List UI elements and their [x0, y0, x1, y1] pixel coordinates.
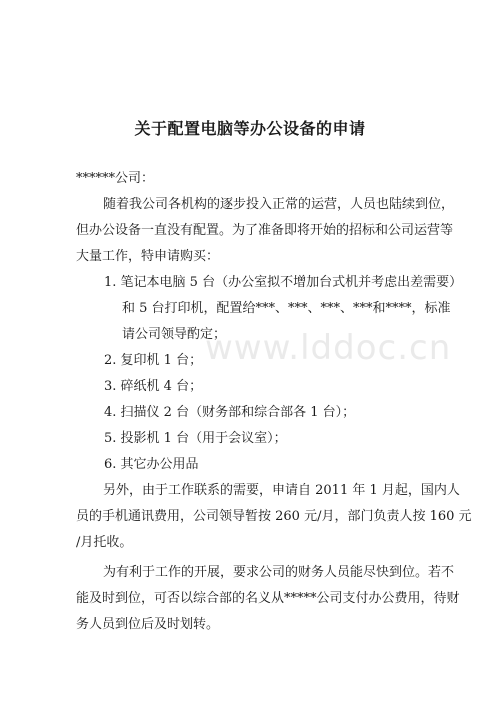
para3-line-3: 务人员到位后及时划转。 — [76, 617, 220, 632]
para2-line-1: 另外，由于工作联系的需要，申请自 2011 年 1 月起，国内人 — [103, 483, 460, 498]
list-item-4: 4. 扫描仪 2 台（财务部和综合部各 1 台）； — [104, 405, 356, 420]
list-item-1-line-1: 1. 笔记本电脑 5 台（办公室拟不增加台式机并考虑出差需要） — [104, 275, 463, 290]
list-item-5: 5. 投影机 1 台（用于会议室）； — [104, 431, 287, 446]
para3-line-1: 为有利于工作的开展，要求公司的财务人员能尽快到位。若不 — [103, 565, 455, 580]
salutation: ******公司： — [76, 171, 155, 186]
watermark: www.lddoc.cn — [205, 328, 452, 368]
para1-line-3: 大量工作，特申请购买： — [76, 249, 220, 264]
para1-line-2: 但办公设备一直没有配置。为了准备即将开始的招标和公司运营等 — [76, 223, 454, 238]
list-item-1-line-2: 和 5 台打印机，配置给***、***、***、***和****，标准 — [122, 301, 451, 316]
list-item-6: 6. 其它办公用品 — [104, 457, 199, 472]
document-title: 关于配置电脑等办公设备的申请 — [134, 119, 366, 138]
para1-line-1: 随着我公司各机构的逐步投入正常的运营，人员也陆续到位， — [103, 197, 455, 212]
list-item-1-line-3: 请公司领导酌定； — [122, 327, 227, 342]
para2-line-3: /月托收。 — [76, 535, 133, 550]
list-item-2: 2. 复印机 1 台； — [104, 353, 203, 368]
para3-line-2: 能及时到位，可否以综合部的名义从*****公司支付办公费用，待财 — [76, 591, 460, 606]
list-item-3: 3. 碎纸机 4 台； — [104, 379, 203, 394]
para2-line-2: 员的手机通讯费用，公司领导暂按 260 元/月，部门负责人按 160 元 — [76, 509, 472, 524]
